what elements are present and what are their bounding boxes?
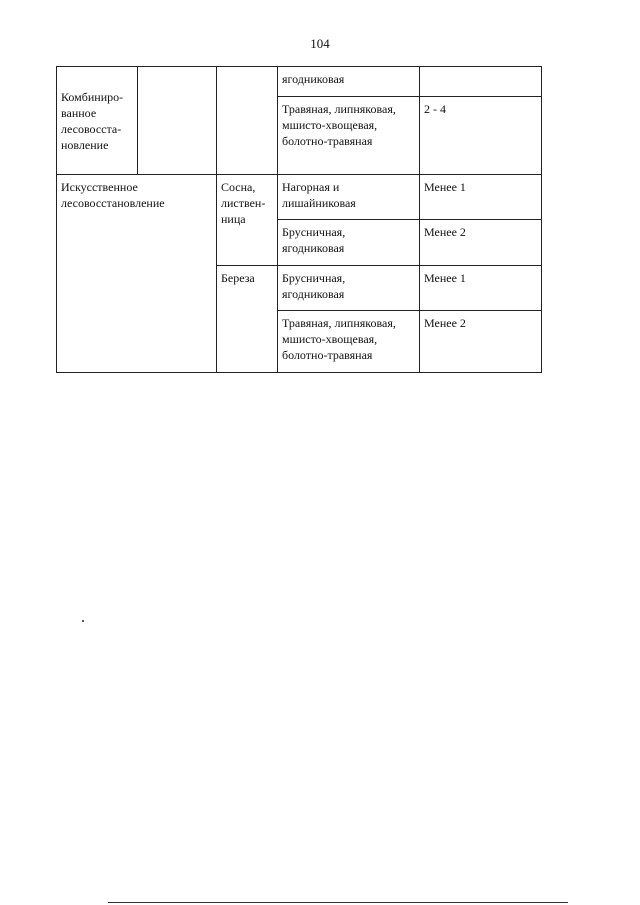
scan-speck bbox=[82, 620, 84, 622]
forest-type-cell bbox=[278, 266, 420, 311]
value-label: Менее 1 bbox=[424, 180, 466, 194]
forest-restoration-table bbox=[56, 66, 542, 373]
value-label: Менее 2 bbox=[424, 316, 466, 330]
value-cell bbox=[420, 175, 542, 220]
forest-type-label: Нагорная и лишайниковая bbox=[282, 180, 356, 210]
forest-type-cell bbox=[278, 67, 420, 97]
table-row bbox=[57, 67, 542, 97]
empty-cell bbox=[217, 67, 278, 175]
forest-type-cell bbox=[278, 97, 420, 175]
value-cell bbox=[420, 220, 542, 266]
forest-type-cell bbox=[278, 175, 420, 220]
forest-type-cell bbox=[278, 220, 420, 266]
forest-type-cell bbox=[278, 311, 420, 373]
value-label: 2 - 4 bbox=[424, 102, 446, 116]
table-row bbox=[57, 175, 542, 220]
forest-type-label: Травяная, липняковая, мшисто-хвощевая, болотно-травяная bbox=[282, 102, 396, 148]
value-cell bbox=[420, 67, 542, 97]
page-number: 104 bbox=[310, 36, 330, 51]
forest-type-label: Травяная, липняковая, мшисто-хвощевая, болотно-травяная bbox=[282, 316, 396, 362]
value-label: Менее 2 bbox=[424, 225, 466, 239]
forest-type-label: ягодниковая bbox=[282, 72, 345, 86]
method-cell-artificial bbox=[57, 175, 217, 373]
forest-type-label: Брусничная, ягодниковая bbox=[282, 271, 346, 301]
species-cell bbox=[217, 175, 278, 266]
value-cell bbox=[420, 97, 542, 175]
species-label: Береза bbox=[221, 271, 255, 285]
bottom-edge-line bbox=[108, 902, 568, 903]
forest-type-label: Брусничная, ягодниковая bbox=[282, 225, 346, 255]
method-label: Искусственное лесовосстановление bbox=[61, 180, 165, 210]
value-cell bbox=[420, 266, 542, 311]
method-label: Комбиниро- ванное лесовосста- новление bbox=[61, 89, 124, 152]
species-cell bbox=[217, 266, 278, 373]
method-cell-combined bbox=[57, 67, 138, 175]
value-cell bbox=[420, 311, 542, 373]
species-label: Сосна, листвен- ница bbox=[221, 180, 266, 226]
value-label: Менее 1 bbox=[424, 271, 466, 285]
empty-cell bbox=[138, 67, 217, 175]
